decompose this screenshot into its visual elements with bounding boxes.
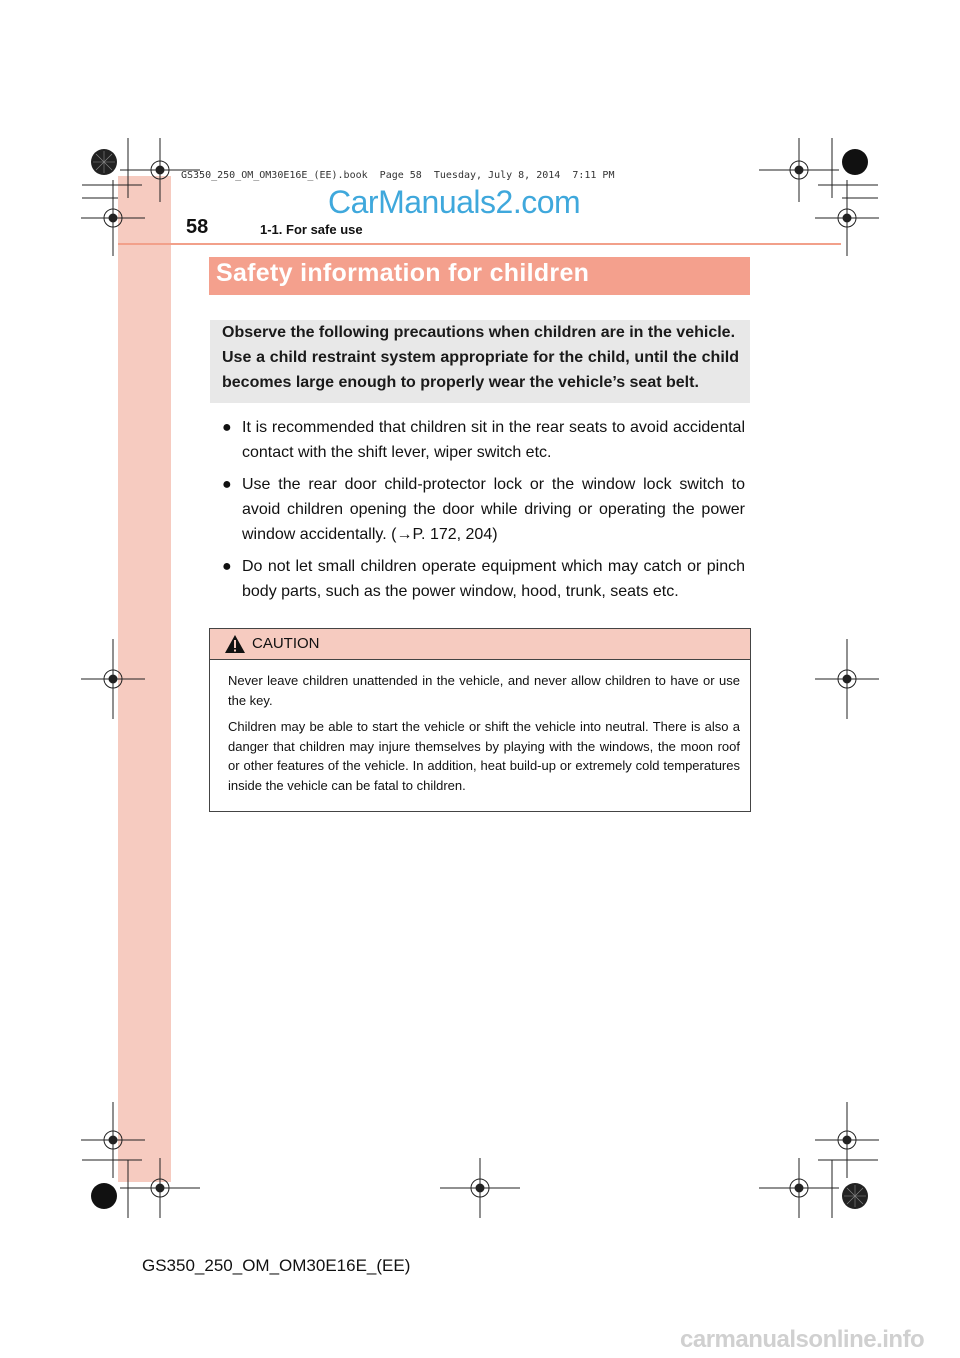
caution-paragraph: Children may be able to start the vehicle or shift the vehicle into neutral. There is also a danger that children may injure themselves by playing with the windows, the moon roof or other features of the vehicle. In addition, heat build-up or extremely cold temperatures inside the vehicle can be fatal to children. <box>228 719 740 793</box>
caution-box <box>209 628 751 812</box>
page-number: 58 <box>186 216 209 238</box>
list-item-text: Use the rear door child-protector lock or the window lock switch to avoid children opening the door while driving or operating the power window accidentally. (→P. 172, 204) <box>242 476 745 543</box>
page-title: Safety information for children <box>216 259 590 287</box>
watermark-top[interactable]: CarManuals2.com <box>328 184 581 220</box>
bullet-marker: ● <box>222 476 232 493</box>
watermark-bottom[interactable]: carmanualsonline.info <box>680 1326 925 1353</box>
print-header: GS350_250_OM_OM30E16E_(EE).book Page 58 Tuesday, July 8, 2014 7:11 PM <box>181 170 615 181</box>
caution-label: CAUTION <box>252 635 320 652</box>
caution-header <box>210 629 750 660</box>
bullet-marker: ● <box>222 419 232 436</box>
footer-code: GS350_250_OM_OM30E16E_(EE) <box>142 1256 411 1275</box>
section-label: 1-1. For safe use <box>260 222 363 237</box>
header-rule <box>118 243 841 245</box>
intro-line: Observe the following precautions when children are in the vehicle. <box>222 324 736 341</box>
intro-line: becomes large enough to properly wear the vehicle’s seat belt. <box>222 374 699 391</box>
bullet-marker: ● <box>222 558 232 575</box>
intro-box <box>210 320 750 403</box>
warning-triangle-icon <box>224 634 246 654</box>
list-item-text: It is recommended that children sit in the rear seats to avoid accidental contact with the shift lever, wiper switch etc. <box>242 419 745 461</box>
intro-line: Use a child restraint system appropriate for the child, until the child <box>222 349 739 366</box>
list-item-text: Do not let small children operate equipment which may catch or pinch body parts, such as the power window, hood, trunk, seats etc. <box>242 558 745 600</box>
caution-paragraph: Never leave children unattended in the vehicle, and never allow children to have or use the key. <box>228 673 740 708</box>
